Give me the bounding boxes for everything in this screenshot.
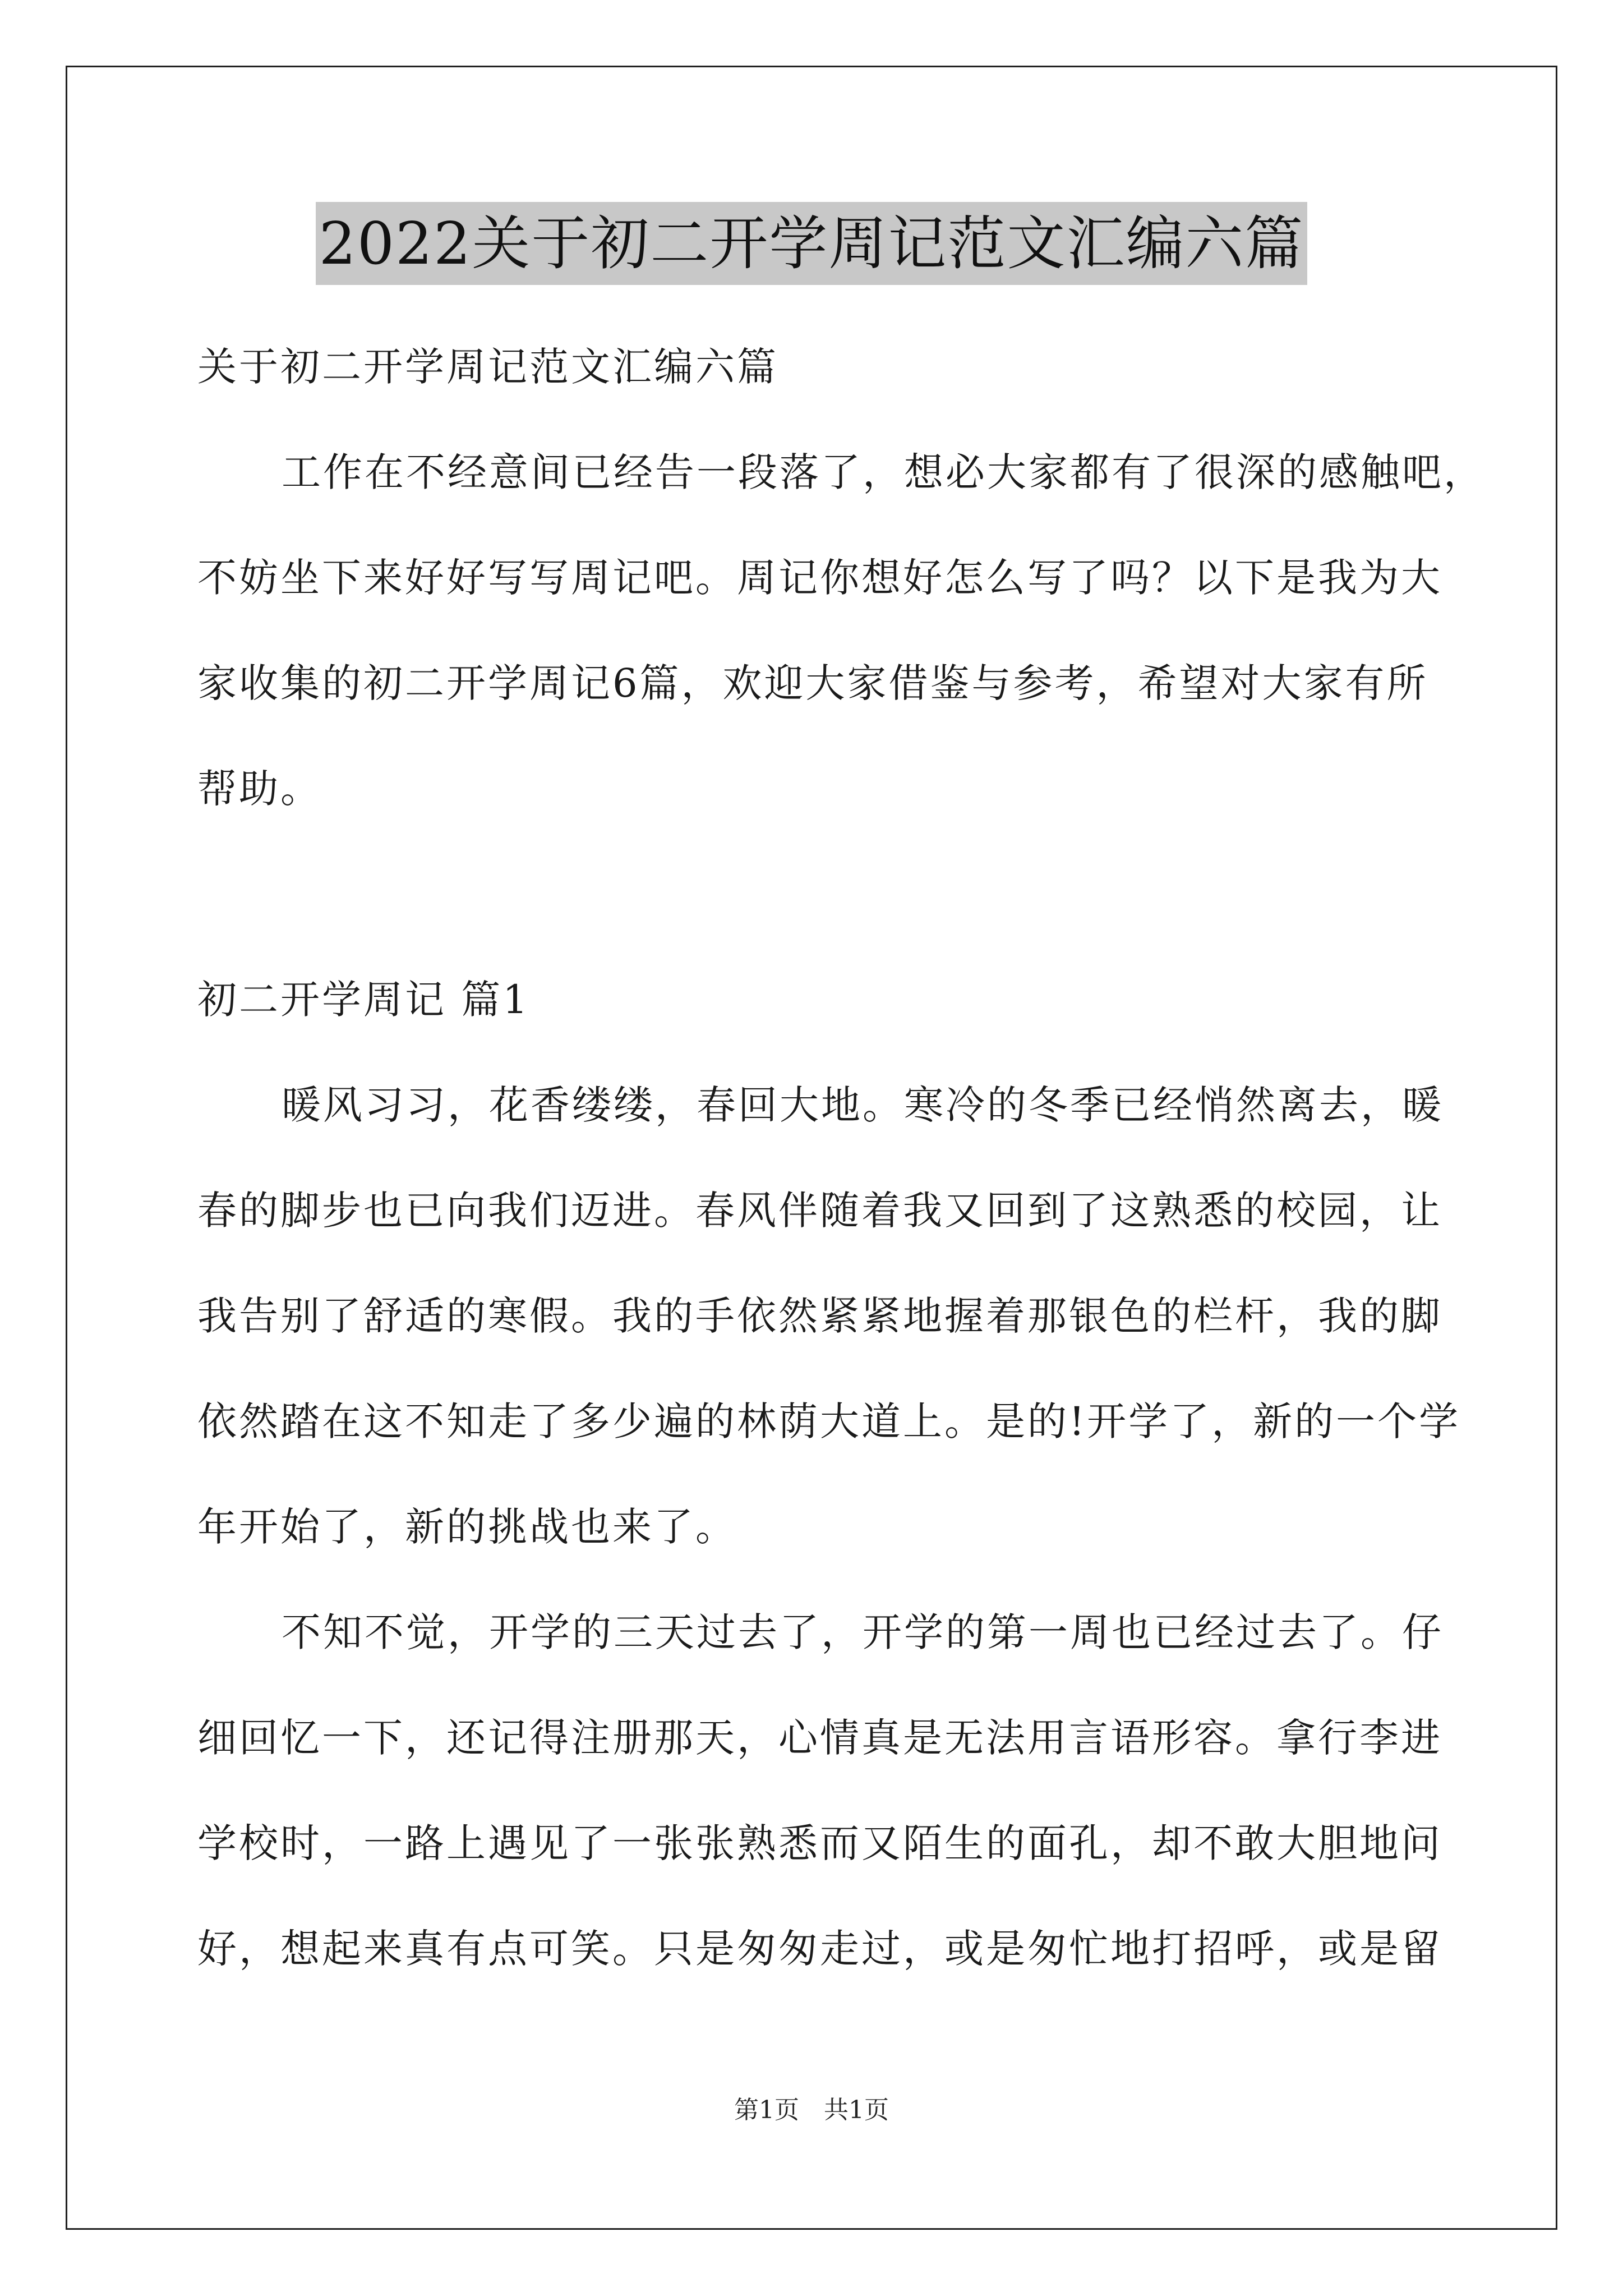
document-body: [197, 314, 1485, 2001]
paragraph-2: [197, 1580, 1442, 2001]
paragraph-line: 细回忆一下，还记得注册那天，心情真是无法用言语形容。拿行李进: [197, 1715, 1442, 1761]
page-footer: 第1页 共1页: [734, 2096, 889, 2124]
intro-line: 帮助。: [197, 766, 322, 812]
paragraph-line: 好，想起来真有点可笑。只是匆匆走过，或是匆忙地打招呼，或是留: [197, 1926, 1442, 1972]
paragraph-line: 暖风习习，花香缕缕，春回大地。寒冷的冬季已经悄然离去，暖: [282, 1082, 1444, 1128]
title-container: [0, 202, 1623, 285]
intro-line: 工作在不经意间已经告一段落了，想必大家都有了很深的感触吧，: [282, 449, 1485, 495]
paragraph-line: 我告别了舒适的寒假。我的手依然紧紧地握着那银色的栏杆，我的脚: [197, 1293, 1442, 1339]
document-title: 2022关于初二开学周记范文汇编六篇: [316, 202, 1308, 285]
subtitle: 关于初二开学周记范文汇编六篇: [197, 344, 778, 390]
intro-line: 不妨坐下来好好写写周记吧。周记你想好怎么写了吗？以下是我为大: [197, 555, 1442, 601]
paragraph-line: 学校时，一路上遇见了一张张熟悉而又陌生的面孔，却不敢大胆地问: [197, 1820, 1442, 1866]
intro-line: 家收集的初二开学周记6篇，欢迎大家借鉴与参考，希望对大家有所: [197, 660, 1428, 706]
paragraph-1: [197, 1052, 1461, 1580]
paragraph-line: 年开始了，新的挑战也来了。: [197, 1504, 737, 1550]
spacer: [197, 841, 1442, 947]
intro-paragraph: [197, 420, 1485, 841]
paragraph-line: 春的脚步也已向我们迈进。春风伴随着我又回到了这熟悉的校园，让: [197, 1188, 1442, 1234]
paragraph-line: 不知不觉，开学的三天过去了，开学的第一周也已经过去了。仔: [282, 1609, 1444, 1655]
paragraph-line: 依然踏在这不知走了多少遍的林荫大道上。是的!开学了，新的一个学: [197, 1398, 1461, 1444]
section-heading: 初二开学周记 篇1: [197, 977, 530, 1023]
